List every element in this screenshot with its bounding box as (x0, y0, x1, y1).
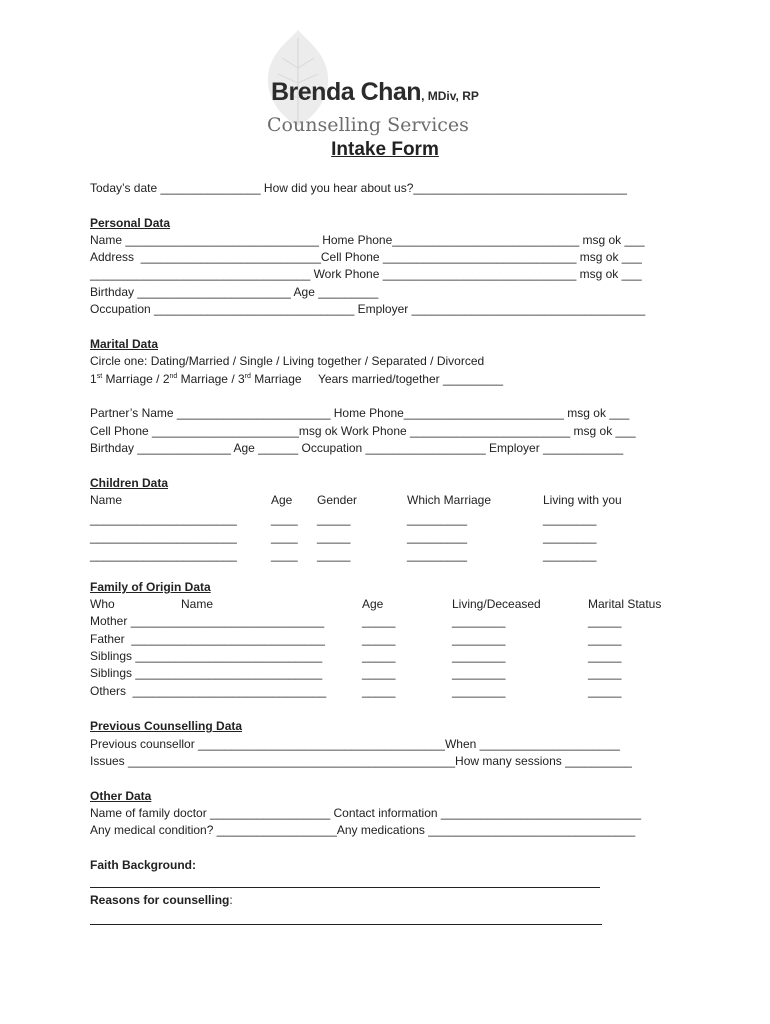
children-blank-marriage[interactable]: _________ (407, 530, 468, 544)
children-blank-living[interactable]: ________ (543, 530, 597, 544)
family-name-blank[interactable]: ____________________________ (132, 666, 323, 680)
children-col-living-with-you: Living with you (543, 493, 622, 507)
family-age-blank[interactable]: _____ (362, 632, 396, 646)
children-blank-age[interactable]: ____ (271, 512, 298, 526)
marital-status-options[interactable]: Circle one: Dating/Married / Single / Living together / Separated / Divorced (90, 354, 485, 368)
children-col-name: Name (90, 493, 123, 507)
children-blank-age[interactable]: ____ (271, 530, 298, 544)
children-blank-name[interactable]: ______________________ (90, 512, 237, 526)
personal-line-address[interactable]: Address ___________________________Cell Phone _____________________________ msg ok ___ (90, 250, 642, 264)
children-data-heading: Children Data (90, 476, 169, 490)
medical-condition-line[interactable]: Any medical condition? __________________Any medications _______________________________ (90, 823, 636, 837)
family-data-heading: Family of Origin Data (90, 580, 211, 594)
children-blank-marriage[interactable]: _________ (407, 512, 468, 526)
children-blank-name[interactable]: ______________________ (90, 530, 237, 544)
form-title: Intake Form (331, 139, 439, 160)
family-living-blank[interactable]: ________ (452, 684, 506, 698)
family-col-living: Living/Deceased (452, 597, 541, 611)
practice-name: Counselling Services (267, 114, 469, 136)
family-age-blank[interactable]: _____ (362, 649, 396, 663)
family-age-blank[interactable]: _____ (362, 684, 396, 698)
family-marital-blank[interactable]: _____ (588, 632, 622, 646)
family-col-age: Age (362, 597, 384, 611)
faith-background-label: Faith Background: (90, 858, 197, 872)
issues-line[interactable]: Issues _________________________________________________How many sessions __________ (90, 754, 632, 768)
family-living-blank[interactable]: ________ (452, 614, 506, 628)
partner-line-cell[interactable]: Cell Phone ______________________msg ok Work Phone ________________________ msg ok ___ (90, 424, 636, 438)
children-blank-living[interactable]: ________ (543, 512, 597, 526)
children-blank-name[interactable]: ______________________ (90, 548, 237, 562)
previous-counselling-heading: Previous Counselling Data (90, 719, 243, 733)
family-age-blank[interactable]: _____ (362, 666, 396, 680)
family-living-blank[interactable]: ________ (452, 666, 506, 680)
children-col-age: Age (271, 493, 293, 507)
family-marital-blank[interactable]: _____ (588, 614, 622, 628)
personal-line-name[interactable]: Name _____________________________ Home Phone____________________________ msg ok ___ (90, 233, 645, 247)
family-living-blank[interactable]: ________ (452, 649, 506, 663)
family-marital-blank[interactable]: _____ (588, 649, 622, 663)
other-data-heading: Other Data (90, 789, 152, 803)
children-col-gender: Gender (317, 493, 358, 507)
family-name-blank[interactable]: _____________________________ (124, 632, 325, 646)
marriage-number-line[interactable]: 1st Marriage / 2nd Marriage / 3rd Marriage Years married/together _________ (90, 372, 504, 386)
family-row-label: Mother _____________________________ (90, 614, 325, 628)
reasons-answer-line[interactable] (90, 924, 602, 925)
family-living-blank[interactable]: ________ (452, 632, 506, 646)
children-blank-gender[interactable]: _____ (317, 512, 351, 526)
family-col-who: Who (90, 597, 115, 611)
children-blank-marriage[interactable]: _________ (407, 548, 468, 562)
personal-line-work-phone[interactable]: _________________________________ Work Phone _____________________________ msg ok ___ (90, 267, 642, 281)
children-blank-living[interactable]: ________ (543, 548, 597, 562)
family-name-blank[interactable]: ____________________________ (132, 649, 323, 663)
children-blank-gender[interactable]: _____ (317, 530, 351, 544)
personal-line-birthday[interactable]: Birthday _______________________ Age _________ (90, 285, 379, 299)
personal-line-occupation[interactable]: Occupation ______________________________ Employer ___________________________________ (90, 302, 646, 316)
partner-line-birthday[interactable]: Birthday ______________ Age ______ Occupation __________________ Employer ____________ (90, 441, 624, 455)
family-marital-blank[interactable]: _____ (588, 684, 622, 698)
marital-data-heading: Marital Data (90, 337, 159, 351)
faith-background-answer-line[interactable] (90, 887, 600, 888)
children-blank-gender[interactable]: _____ (317, 548, 351, 562)
family-row-label: Siblings ____________________________ (90, 666, 323, 680)
family-marital-blank[interactable]: _____ (588, 666, 622, 680)
children-blank-age[interactable]: ____ (271, 548, 298, 562)
family-row-label: Father _____________________________ (90, 632, 325, 646)
family-age-blank[interactable]: _____ (362, 614, 396, 628)
logo (262, 28, 522, 136)
previous-counsellor-line[interactable]: Previous counsellor _____________________________________When _____________________ (90, 737, 620, 751)
family-name-blank[interactable]: _____________________________ (127, 614, 325, 628)
family-doctor-line[interactable]: Name of family doctor __________________ Contact information ______________________________ (90, 806, 642, 820)
reasons-label: Reasons for counselling: (90, 893, 233, 907)
counsellor-name: Brenda Chan, MDiv, RP (271, 78, 479, 106)
family-name-blank[interactable]: _____________________________ (126, 684, 327, 698)
family-row-label: Others _____________________________ (90, 684, 327, 698)
partner-line-name[interactable]: Partner’s Name _______________________ Home Phone________________________ msg ok ___ (90, 406, 630, 420)
family-row-label: Siblings ____________________________ (90, 649, 323, 663)
counsellor-credentials: , MDiv, RP (421, 89, 479, 103)
personal-data-heading: Personal Data (90, 216, 171, 230)
family-col-name: Name (181, 597, 214, 611)
family-col-marital: Marital Status (588, 597, 662, 611)
children-col-which-marriage: Which Marriage (407, 493, 492, 507)
intro-line[interactable]: Today’s date _______________ How did you hear about us?________________________________ (90, 181, 627, 195)
